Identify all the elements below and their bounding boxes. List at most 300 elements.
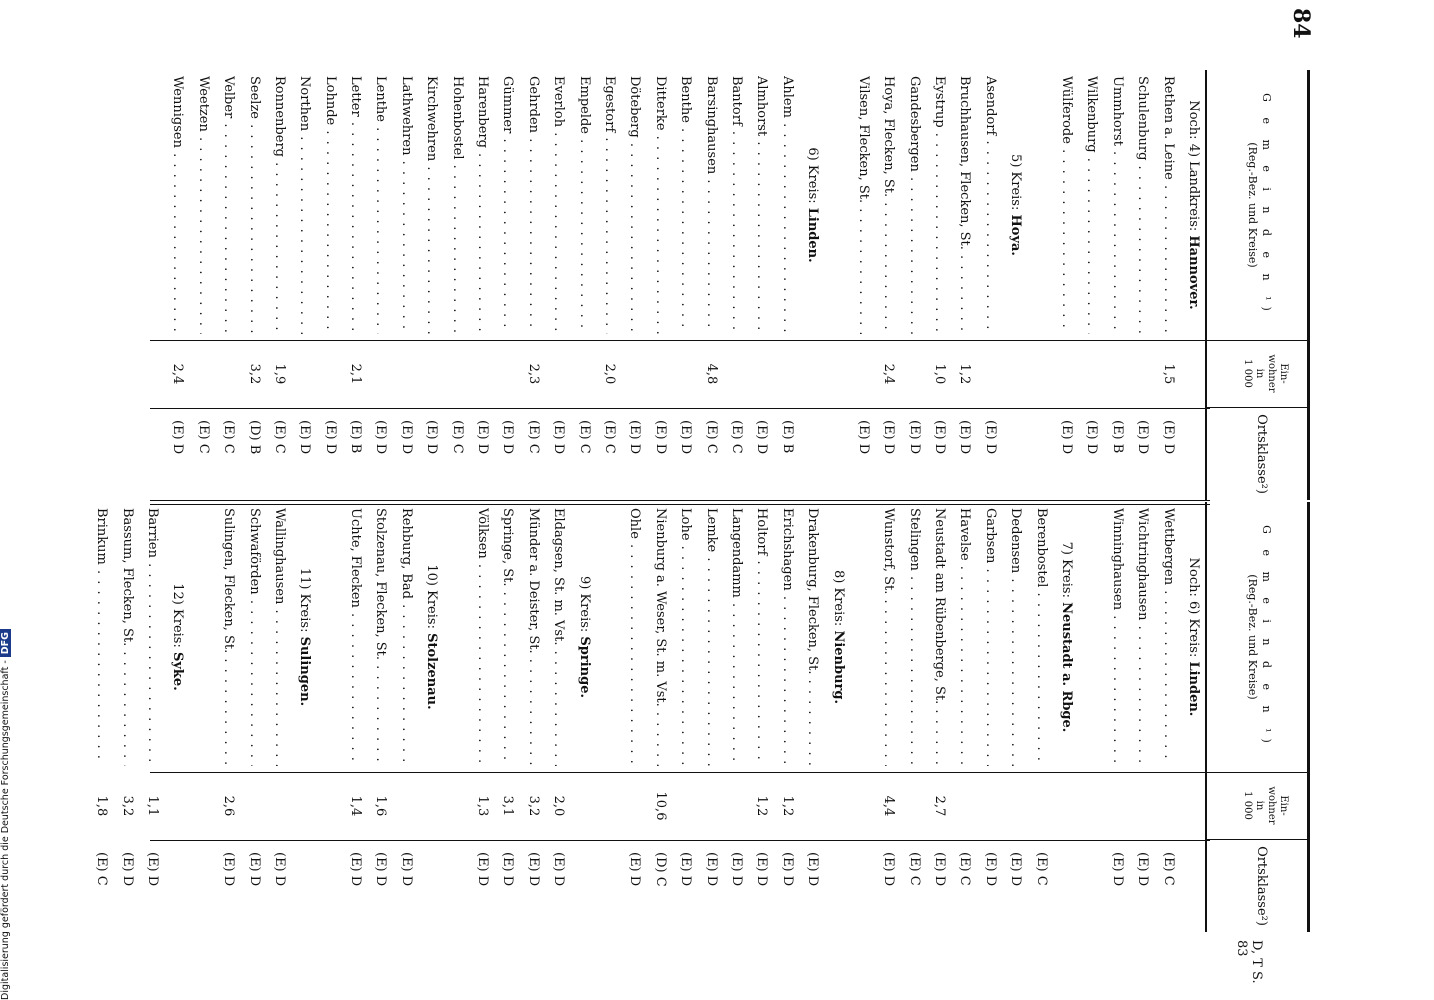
ortsklasse-value: (E) C: [195, 420, 211, 454]
table-row: [597, 70, 622, 500]
ortsklasse-value: (E) C: [906, 852, 922, 886]
table-row: [1130, 502, 1155, 932]
municipality-name: Uchte, Flecken . . .: [343, 508, 368, 766]
ortsklasse-value: (E) D: [1084, 420, 1100, 455]
district-heading-text: [1003, 70, 1028, 340]
municipality-name: Gandesbergen . . .: [902, 76, 927, 334]
municipality-name: Havelse . . .: [952, 508, 977, 766]
municipality-name: Asendorf . . .: [978, 76, 1003, 334]
table-header-right: [1205, 502, 1310, 932]
dfg-logo: DFG: [0, 629, 11, 657]
municipality-name: Velber . . .: [216, 76, 241, 334]
inhabitants-value: 2,1: [348, 363, 364, 385]
ortsklasse-value: (E) C: [94, 852, 110, 886]
table-row: [977, 70, 1002, 500]
municipality-name: Hohenbostel . . .: [445, 76, 470, 334]
municipality-name: Drakenburg, Flecken, St. . . .: [800, 508, 825, 766]
header-gemeinden-subtitle: (Reg.-Bez. und Kreise): [1246, 574, 1259, 700]
table-row: [1079, 70, 1104, 500]
municipality-name: Lemke . . .: [699, 508, 724, 766]
municipality-name: Empelde . . .: [572, 76, 597, 334]
ortsklasse-value: (E) D: [271, 852, 287, 887]
table-row: [495, 502, 520, 932]
district-name: Stolzenau.: [424, 633, 440, 710]
ortsklasse-value: (E) C: [957, 852, 973, 886]
header-einwohner: [1207, 772, 1307, 840]
district-heading: [165, 502, 190, 932]
table-row: [165, 70, 190, 500]
ortsklasse-value: (E) D: [1008, 852, 1024, 887]
municipality-name: Springe, St. . . .: [495, 508, 520, 766]
ortsklasse-value: (E) D: [475, 420, 491, 455]
inhabitants-value: 2,3: [525, 363, 541, 385]
municipality-name: Lohe . . .: [673, 508, 698, 766]
header-einwohner-line: wohner: [1266, 786, 1277, 825]
municipality-name: Seelze . . .: [242, 76, 267, 334]
inhabitants-value: 1,3: [475, 795, 491, 817]
municipality-name: Harenberg . . .: [470, 76, 495, 334]
district-heading: [1054, 502, 1079, 932]
ortsklasse-value: (E) C: [525, 420, 541, 454]
municipality-name: Bruchhausen, Flecken, St. . . .: [952, 76, 977, 334]
municipality-name: Ronnenberg . . .: [267, 76, 292, 334]
ortsklasse-value: (E) B: [348, 420, 364, 454]
table-row: [292, 70, 317, 500]
municipality-name: Wunstorf, St. . . .: [876, 508, 901, 766]
ortsklasse-value: (E) D: [1135, 852, 1151, 887]
district-heading-prefix: Noch: 4) Landkreis:: [1186, 100, 1201, 236]
spacer-row: [851, 502, 876, 932]
table-row: [89, 502, 114, 932]
inhabitants-value: 2,4: [881, 363, 897, 385]
inhabitants-value: 1,8: [94, 795, 110, 817]
municipality-name: Gümmer . . .: [495, 76, 520, 334]
municipality-name: Dedensen . . .: [1003, 508, 1028, 766]
ortsklasse-value: (E) D: [703, 852, 719, 887]
municipality-table: [94, 70, 1310, 940]
table-row: [1104, 502, 1129, 932]
ortsklasse-value: (E) D: [221, 852, 237, 887]
ortsklasse-value: (E) B: [1109, 420, 1125, 454]
municipality-name: Döteberg . . .: [622, 76, 647, 334]
table-row: [927, 502, 952, 932]
municipality-name: Schwaförden . . .: [242, 508, 267, 766]
district-heading-prefix: 8) Kreis:: [830, 570, 846, 631]
ortsklasse-value: (E) D: [881, 852, 897, 887]
table-row: [495, 70, 520, 500]
inhabitants-value: 3,1: [500, 795, 516, 817]
dfg-note: [0, 629, 11, 1000]
district-heading: [1181, 502, 1206, 932]
municipality-name: Neustadt am Rübenberge, St. . . .: [927, 508, 952, 766]
municipality-name: Lenthe . . .: [369, 76, 394, 334]
municipality-name: Erichshagen . . .: [775, 508, 800, 766]
header-einwohner-line: 1 000: [1242, 791, 1253, 820]
municipality-name: Everloh . . .: [546, 76, 571, 334]
district-heading-prefix: 11) Kreis:: [297, 567, 313, 637]
table-row: [673, 70, 698, 500]
district-heading-text: [165, 502, 190, 772]
spacer-row: [1028, 70, 1053, 500]
header-einwohner-line: 1 000: [1242, 359, 1253, 388]
municipality-name: Almhorst . . .: [749, 76, 774, 334]
ortsklasse-value: (E) D: [855, 420, 871, 455]
table-header-left: [1205, 70, 1310, 500]
municipality-name: Vilsen, Flecken, St. . . .: [851, 76, 876, 334]
municipality-name: Eystrup . . .: [927, 76, 952, 334]
table-row: [343, 70, 368, 500]
municipality-name: Wichtringhausen . . .: [1130, 508, 1155, 766]
table-row: [546, 70, 571, 500]
ortsklasse-value: (E) D: [348, 852, 364, 887]
ortsklasse-value: (E) D: [1135, 420, 1151, 455]
inhabitants-value: 3,2: [119, 795, 135, 817]
ortsklasse-value: (E) D: [906, 420, 922, 455]
ortsklasse-value: (E) D: [297, 420, 313, 455]
ortsklasse-value: (D) C: [652, 852, 668, 887]
inhabitants-value: 1,2: [779, 795, 795, 817]
ortsklasse-value: (E) D: [881, 420, 897, 455]
inhabitants-value: 4,4: [881, 795, 897, 817]
inhabitants-value: 1,2: [754, 795, 770, 817]
ortsklasse-value: (E) B: [779, 420, 795, 454]
municipality-name: Garbsen . . .: [978, 508, 1003, 766]
header-einwohner-line: in: [1254, 800, 1265, 811]
inhabitants-value: 1,1: [144, 795, 160, 817]
municipality-name: Weetzen . . .: [191, 76, 216, 334]
district-heading: [571, 502, 596, 932]
municipality-name: Holtorf . . .: [749, 508, 774, 766]
rows-left: [165, 70, 1206, 500]
spacer-row: [444, 502, 469, 932]
ortsklasse-value: (E) D: [627, 420, 643, 455]
ortsklasse-value: (E) D: [119, 852, 135, 887]
table-row: [394, 502, 419, 932]
table-row: [571, 70, 596, 500]
municipality-name: Wettbergen . . .: [1156, 508, 1181, 766]
municipality-name: Bantorf . . .: [724, 76, 749, 334]
table-row: [876, 502, 901, 932]
ortsklasse-value: (E) D: [551, 420, 567, 455]
table-row: [368, 502, 393, 932]
table-row: [952, 502, 977, 932]
table-row: [977, 502, 1002, 932]
municipality-name: Wülferode . . .: [1054, 76, 1079, 334]
inhabitants-value: 3,2: [525, 795, 541, 817]
inhabitants-value: 2,7: [932, 795, 948, 817]
inhabitants-value: 2,0: [551, 795, 567, 817]
municipality-name: Langendamm . . .: [724, 508, 749, 766]
table-row: [317, 70, 342, 500]
table-row: [774, 70, 799, 500]
municipality-name: Völksen . . .: [470, 508, 495, 766]
header-gemeinden-subtitle: (Reg.-Bez. und Kreise): [1246, 142, 1259, 268]
municipality-name: Ohle . . .: [622, 508, 647, 766]
header-gemeinden: [1207, 70, 1307, 341]
district-heading-prefix: 6) Kreis:: [805, 147, 821, 208]
district-name: Springe.: [576, 636, 592, 699]
ortsklasse-value: (E) C: [1160, 852, 1176, 886]
ortsklasse-value: (E) D: [1059, 420, 1075, 455]
header-einwohner-line: wohner: [1266, 354, 1277, 393]
municipality-name: Barsinghausen . . .: [699, 76, 724, 334]
header-ortsklasse: Ortsklasse²): [1254, 414, 1269, 494]
district-name: Neustadt a. Rbge.: [1059, 602, 1075, 733]
table-row: [470, 502, 495, 932]
district-heading-text: [292, 502, 317, 772]
table-row: [1028, 502, 1053, 932]
district-heading: [419, 502, 444, 932]
municipality-name: Lathwehren . . .: [394, 76, 419, 334]
table-row: [444, 70, 469, 500]
district-name: Hannover.: [1186, 235, 1201, 310]
table-row: [724, 70, 749, 500]
table-row: [698, 70, 723, 500]
municipality-name: Benthe . . .: [673, 76, 698, 334]
table-row: [901, 502, 926, 932]
table-row: [673, 502, 698, 932]
inhabitants-value: 1,4: [348, 795, 364, 817]
ortsklasse-value: (E) D: [373, 420, 389, 455]
district-heading-text: [826, 502, 851, 772]
spacer-row: [317, 502, 342, 932]
table-row: [520, 502, 545, 932]
rotated-page-content: [94, 0, 1320, 1000]
municipality-name: Lohnde . . .: [318, 76, 343, 334]
municipality-name: Letter . . .: [343, 76, 368, 334]
district-heading-prefix: Noch: 6) Kreis:: [1186, 557, 1201, 662]
municipality-name: Berenbostel . . .: [1029, 508, 1054, 766]
ortsklasse-value: (E) D: [779, 852, 795, 887]
spacer-row: [190, 502, 215, 932]
district-name: Syke.: [170, 651, 186, 691]
header-einwohner-line: Ein-: [1278, 795, 1289, 816]
municipality-name: Stelingen . . .: [902, 508, 927, 766]
table-row: [647, 502, 672, 932]
ortsklasse-value: (E) D: [170, 420, 186, 455]
district-heading-text: [1054, 502, 1079, 772]
inhabitants-value: 3,2: [246, 363, 262, 385]
municipality-name: Wilkenburg . . .: [1079, 76, 1104, 334]
ortsklasse-value: (E) D: [500, 420, 516, 455]
ortsklasse-value: (E) D: [322, 420, 338, 455]
table-row: [190, 70, 215, 500]
district-heading-prefix: 12) Kreis:: [170, 583, 186, 652]
ortsklasse-value: (E) D: [754, 420, 770, 455]
header-einwohner-line: in: [1254, 368, 1265, 379]
header-ortsklasse: Ortsklasse²): [1254, 846, 1269, 926]
table-row: [1155, 70, 1180, 500]
municipality-name: Gehrden . . .: [521, 76, 546, 334]
table-row: [140, 502, 165, 932]
municipality-name: Hoya, Flecken, St. . . .: [876, 76, 901, 334]
ortsklasse-value: (E) D: [398, 852, 414, 887]
ortsklasse-value: (E) C: [703, 420, 719, 454]
ortsklasse-value: (E) D: [627, 852, 643, 887]
header-gemeinden-title: G e m e i n d e n ¹): [1260, 93, 1273, 317]
municipality-name: Rehburg, Bad . . .: [394, 508, 419, 766]
dfg-note-text: Digitalisierung gefördert durch die Deutsche Forschungsgemeinschaft -: [0, 660, 11, 1000]
table-row: [267, 70, 292, 500]
district-heading-prefix: 7) Kreis:: [1059, 541, 1075, 603]
municipality-name: Nienburg a. Weser, St. m. Vst. . . .: [648, 508, 673, 766]
ortsklasse-value: (E) C: [728, 420, 744, 454]
page-number: 84: [1288, 8, 1314, 39]
ortsklasse-value: (E) C: [271, 420, 287, 454]
ortsklasse-value: (E) C: [221, 420, 237, 454]
table-row: [241, 70, 266, 500]
municipality-name: Kirchwehren . . .: [419, 76, 444, 334]
table-row: [622, 70, 647, 500]
inhabitants-value: 2,0: [602, 363, 618, 385]
table-column-left: [150, 70, 1310, 500]
table-row: [1054, 70, 1079, 500]
table-row: [520, 70, 545, 500]
table-row: [343, 502, 368, 932]
ortsklasse-value: (E) D: [754, 852, 770, 887]
inhabitants-value: 1,2: [957, 363, 973, 385]
rows-right: [89, 502, 1206, 932]
district-heading: [1181, 70, 1206, 500]
district-heading-text: [1181, 502, 1206, 772]
ortsklasse-value: (E) D: [424, 420, 440, 455]
ortsklasse-value: (E) D: [373, 852, 389, 887]
municipality-name: Egestorf . . .: [597, 76, 622, 334]
table-row: [901, 70, 926, 500]
municipality-name: Stolzenau, Flecken, St. . . .: [369, 508, 394, 766]
district-heading: [800, 70, 825, 500]
table-row: [470, 70, 495, 500]
district-heading-text: [1181, 70, 1206, 340]
ortsklasse-value: (E) D: [932, 852, 948, 887]
inhabitants-value: 1,5: [1160, 363, 1176, 385]
ortsklasse-value: (E) D: [678, 420, 694, 455]
table-row: [1003, 502, 1028, 932]
ortsklasse-value: (E) C: [1033, 852, 1049, 886]
inhabitants-value: 2,4: [170, 363, 186, 385]
header-gemeinden: [1207, 502, 1307, 773]
district-heading-text: [572, 502, 597, 772]
district-name: Linden.: [805, 207, 821, 263]
municipality-name: Sulingen, Flecken, St. . . .: [216, 508, 241, 766]
table-row: [800, 502, 825, 932]
table-row: [749, 70, 774, 500]
ortsklasse-value: (E) C: [576, 420, 592, 454]
table-row: [546, 502, 571, 932]
district-heading-prefix: 5) Kreis:: [1008, 154, 1024, 215]
table-column-right: [94, 502, 1310, 932]
ortsklasse-value: (E) D: [525, 852, 541, 887]
municipality-name: Eldagsen, St. m. Vst. . . .: [546, 508, 571, 766]
municipality-name: Bassum, Flecken, St. . . .: [115, 508, 140, 766]
table-row: [851, 70, 876, 500]
ortsklasse-value: (E) C: [449, 420, 465, 454]
municipality-name: Ummhorst . . .: [1105, 76, 1130, 334]
table-row: [952, 70, 977, 500]
ortsklasse-value: (E) D: [246, 852, 262, 887]
district-name: Sulingen.: [297, 636, 313, 707]
ortsklasse-value: (E) D: [652, 420, 668, 455]
district-heading-text: [800, 70, 825, 340]
municipality-name: Winninghausen . . .: [1105, 508, 1130, 766]
spacer-row: [1079, 502, 1104, 932]
district-heading: [825, 502, 850, 932]
table-row: [698, 502, 723, 932]
inhabitants-value: 4,8: [703, 363, 719, 385]
ortsklasse-value: (E) D: [551, 852, 567, 887]
table-row: [724, 502, 749, 932]
ortsklasse-value: (E) D: [500, 852, 516, 887]
table-row: [216, 70, 241, 500]
municipality-name: Rethen a. Leine . . .: [1156, 76, 1181, 334]
district-name: Hoya.: [1008, 214, 1024, 256]
inhabitants-value: 2,6: [221, 795, 237, 817]
table-row: [876, 70, 901, 500]
inhabitants-value: 10,6: [652, 791, 668, 821]
header-einwohner: [1207, 340, 1307, 408]
table-row: [114, 502, 139, 932]
inhabitants-value: 1,0: [932, 363, 948, 385]
municipality-name: Brinkum . . .: [89, 508, 114, 766]
district-heading: [292, 502, 317, 932]
table-row: [267, 502, 292, 932]
district-heading-prefix: 9) Kreis:: [576, 575, 592, 637]
municipality-name: Ditterke . . .: [648, 76, 673, 334]
ortsklasse-value: (E) D: [728, 852, 744, 887]
district-heading-text: [419, 502, 444, 772]
ortsklasse-value: (E) D: [932, 420, 948, 455]
district-heading-prefix: 10) Kreis:: [424, 564, 440, 634]
ortsklasse-value: (E) D: [144, 852, 160, 887]
footer-reference: D, T S. 83: [1234, 940, 1264, 984]
ortsklasse-value: (E) D: [1109, 852, 1125, 887]
municipality-name: Wallinghausen . . .: [267, 508, 292, 766]
spacer-row: [825, 70, 850, 500]
ortsklasse-value: (E) D: [957, 420, 973, 455]
table-row: [647, 70, 672, 500]
ortsklasse-value: (E) C: [602, 420, 618, 454]
table-row: [927, 70, 952, 500]
table-row: [1104, 70, 1129, 500]
ortsklasse-value: (E) D: [982, 852, 998, 887]
table-row: [419, 70, 444, 500]
inhabitants-value: 1,6: [373, 795, 389, 817]
municipality-name: Barrien . . .: [140, 508, 165, 766]
municipality-name: Schulenburg . . .: [1130, 76, 1155, 334]
ortsklasse-value: (E) D: [475, 852, 491, 887]
district-name: Nienburg.: [830, 630, 846, 704]
table-row: [216, 502, 241, 932]
municipality-name: Münder a. Deister, St. . . .: [521, 508, 546, 766]
ortsklasse-value: (E) D: [805, 852, 821, 887]
district-name: Linden.: [1186, 661, 1201, 717]
inhabitants-value: 1,9: [271, 363, 287, 385]
table-row: [1155, 502, 1180, 932]
ortsklasse-value: (E) D: [398, 420, 414, 455]
table-row: [241, 502, 266, 932]
ortsklasse-value: (E) D: [678, 852, 694, 887]
district-heading: [1003, 70, 1028, 500]
ortsklasse-value: (E) D: [982, 420, 998, 455]
header-einwohner-line: Ein-: [1278, 363, 1289, 384]
ortsklasse-value: (D) B: [246, 420, 262, 455]
spacer-row: [597, 502, 622, 932]
ortsklasse-value: (E) D: [1160, 420, 1176, 455]
table-row: [622, 502, 647, 932]
table-row: [749, 502, 774, 932]
table-row: [394, 70, 419, 500]
header-gemeinden-title: G e m e i n d e n ¹): [1260, 525, 1273, 749]
